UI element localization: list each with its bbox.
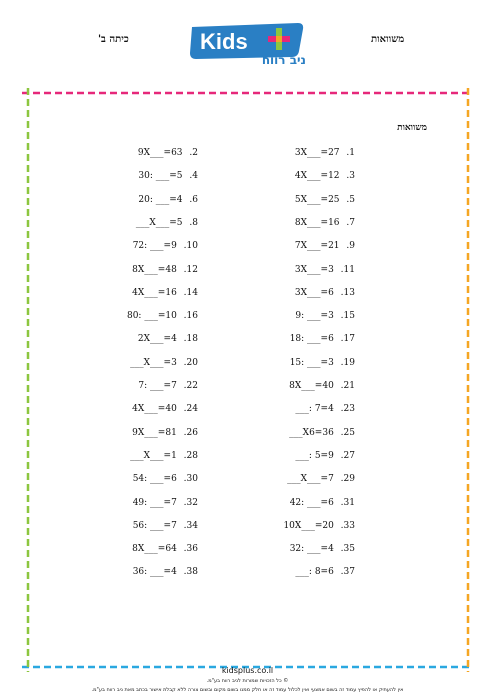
- exercise-item: [295, 404, 355, 414]
- equation-text: 30: ___=5: [138, 171, 183, 182]
- exercise-number: .34: [180, 520, 198, 531]
- exercise-number: .2: [186, 148, 198, 158]
- exercise-number: .36: [180, 544, 198, 555]
- equation-text: ___: 5=9: [295, 450, 334, 461]
- exercise-number: .28: [180, 450, 198, 461]
- exercise-number: .13: [337, 287, 355, 298]
- exercise-number: .7: [343, 217, 355, 228]
- exercise-number: .1: [343, 148, 355, 158]
- equation-text: 3X___=3: [294, 264, 334, 275]
- equation-text: ___X6=36: [289, 427, 334, 438]
- exercise-item: [290, 498, 355, 508]
- equation-text: 15: ___=3: [289, 357, 334, 368]
- exercise-item: [290, 544, 355, 554]
- logo-text: Kids: [200, 29, 248, 54]
- exercise-number: .35: [337, 544, 355, 555]
- exercise-number: .24: [180, 404, 198, 415]
- exercise-item: [295, 195, 355, 205]
- exercise-number: .12: [180, 264, 198, 275]
- exercise-item: [132, 428, 198, 438]
- exercise-item: [132, 265, 198, 275]
- exercise-item: [138, 171, 198, 181]
- equation-text: 42: ___=6: [289, 497, 334, 508]
- exercise-item: [290, 334, 355, 344]
- exercise-item: [136, 218, 198, 228]
- exercise-number: .8: [186, 217, 198, 228]
- equation-text: 3X___=6: [294, 287, 334, 298]
- equation-text: 20: ___=4: [138, 194, 183, 205]
- exercise-item: [295, 241, 355, 251]
- exercise-number: .30: [180, 474, 198, 485]
- exercise-number: .15: [337, 311, 355, 322]
- exercise-item: [295, 148, 355, 158]
- equation-text: ___X___=5: [135, 217, 183, 228]
- exercise-item: [132, 544, 198, 554]
- equation-text: 4X___=40: [132, 404, 177, 415]
- exercise-number: .20: [180, 357, 198, 368]
- exercise-number: .10: [180, 241, 198, 252]
- exercise-number: .17: [337, 334, 355, 345]
- exercise-item: [295, 451, 355, 461]
- exercise-item: [130, 358, 198, 368]
- equation-text: 8X___=16: [294, 217, 340, 228]
- exercise-item: [289, 381, 355, 391]
- exercise-number: .19: [337, 357, 355, 368]
- equation-text: 3X___=27: [294, 148, 340, 158]
- exercise-number: .14: [180, 287, 198, 298]
- exercise-item: [133, 567, 198, 577]
- equation-text: 18: ___=6: [289, 334, 334, 345]
- exercise-item: [287, 474, 355, 484]
- exercise-item: [295, 171, 355, 181]
- exercise-item: [295, 265, 355, 275]
- exercise-item: [138, 381, 198, 391]
- equation-text: 7: ___=7: [138, 381, 177, 391]
- exercise-item: [133, 521, 198, 531]
- exercise-number: .6: [186, 194, 198, 205]
- exercise-number: .4: [186, 171, 198, 182]
- exercise-number: .33: [337, 520, 355, 531]
- equation-text: 36: ___=4: [132, 567, 177, 578]
- exercise-item: [289, 428, 355, 438]
- logo-subtitle: ניב רווח: [261, 53, 306, 67]
- equation-text: 8X___=64: [132, 544, 177, 555]
- exercise-number: .21: [337, 381, 355, 391]
- exercise-number: .32: [180, 497, 198, 508]
- equation-text: 80: ___=10: [126, 311, 177, 322]
- exercise-item: [138, 148, 198, 158]
- equation-text: 5X___=25: [294, 194, 340, 205]
- footer-copyright: © כל הזכויות שמורות לניב רווח בע"מ.: [206, 678, 289, 684]
- exercise-item: [133, 241, 198, 251]
- equation-text: 2X___=4: [137, 334, 177, 345]
- exercise-item: [132, 288, 198, 298]
- class-label: כיתה ב': [98, 34, 129, 45]
- equation-text: 9: ___=3: [295, 311, 334, 322]
- equation-text: 54: ___=6: [132, 474, 177, 485]
- equation-text: 4X___=16: [132, 287, 177, 298]
- exercise-number: .11: [337, 264, 355, 275]
- exercise-item: [133, 498, 198, 508]
- footer-site: kidsplus.co.il: [221, 666, 274, 675]
- exercise-item: [295, 311, 355, 321]
- topic-label: משוואות: [371, 34, 405, 45]
- equation-text: 8X___=48: [132, 264, 177, 275]
- exercise-item: [295, 288, 355, 298]
- exercise-number: .29: [337, 474, 355, 485]
- exercise-number: .26: [180, 427, 198, 438]
- exercise-number: .38: [180, 567, 198, 578]
- equation-text: ___X___=1: [130, 450, 177, 461]
- equation-text: 32: ___=4: [289, 544, 334, 555]
- exercise-number: .37: [337, 567, 355, 578]
- exercise-item: [130, 451, 198, 461]
- exercise-item: [295, 567, 355, 577]
- exercise-item: [138, 195, 198, 205]
- equation-text: 9X___=81: [132, 427, 177, 438]
- exercise-item: [295, 218, 355, 228]
- equation-text: 10X___=20: [283, 520, 334, 531]
- equation-text: ___X___=7: [287, 474, 334, 485]
- exercise-number: .3: [343, 171, 355, 182]
- equation-text: 4X___=12: [294, 171, 340, 182]
- exercise-item: [127, 311, 198, 321]
- equation-text: 8X___=40: [289, 381, 334, 391]
- exercise-item: [133, 474, 198, 484]
- equation-text: 49: ___=7: [132, 497, 177, 508]
- equation-text: ___: 7=4: [295, 404, 334, 415]
- exercise-item: [290, 358, 355, 368]
- exercise-item: [138, 334, 198, 344]
- exercise-item: [283, 521, 355, 531]
- exercise-number: .22: [180, 381, 198, 391]
- equation-text: 72: ___=9: [132, 241, 177, 252]
- exercise-item: [132, 404, 198, 414]
- exercise-number: .31: [337, 497, 355, 508]
- equation-text: 7X___=21: [294, 241, 340, 252]
- exercise-number: .16: [180, 311, 198, 322]
- exercise-number: .18: [180, 334, 198, 345]
- equation-text: ___X___=3: [130, 357, 177, 368]
- equation-text: 9X___=63: [137, 148, 183, 158]
- exercise-number: .9: [343, 241, 355, 252]
- exercise-number: .25: [337, 427, 355, 438]
- section-title: משוואות: [397, 123, 427, 133]
- footer-note: אין להעתיק או להפיץ עמוד זה בשום אמצעי ואין לכלול עמוד זה או חלק ממנו בשום מקום ובשום צורה ללא קבלת אישור בכתב מאת ניב רווח בע"מ.: [91, 687, 404, 693]
- equation-text: ___: 8=6: [295, 567, 334, 578]
- exercise-number: .5: [343, 194, 355, 205]
- equation-text: 56: ___=7: [132, 520, 177, 531]
- exercise-number: .23: [337, 404, 355, 415]
- exercise-number: .27: [337, 450, 355, 461]
